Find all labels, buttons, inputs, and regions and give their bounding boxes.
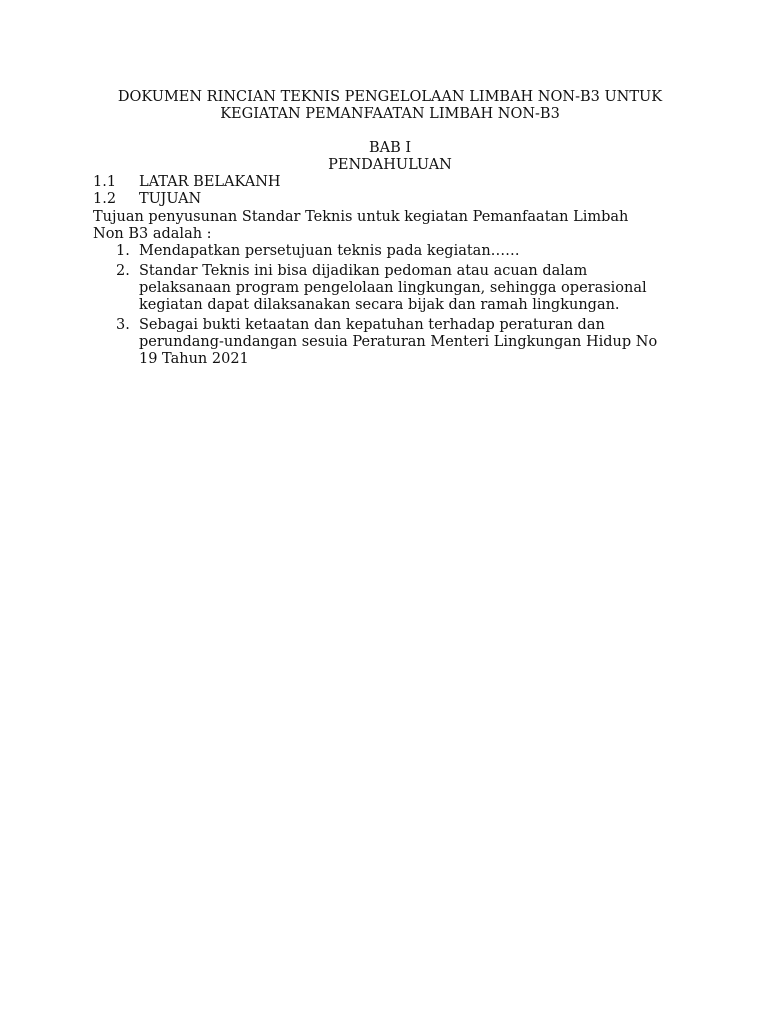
section-number: 1.2: [93, 191, 117, 207]
chapter-title: PENDAHULUAN: [328, 157, 452, 173]
section-heading-1-1: [93, 174, 281, 191]
intro-line: Non B3 adalah :: [93, 226, 212, 242]
list-item-line: pelaksanaan program pengelolaan lingkungan, sehingga operasional: [139, 280, 647, 296]
chapter-number: BAB I: [368, 140, 412, 156]
intro-paragraph: [93, 209, 693, 243]
section-number: 1.1: [93, 174, 117, 190]
list-item-number: 3.: [116, 317, 130, 333]
section-label: TUJUAN: [139, 191, 202, 207]
list-item-number: 2.: [116, 263, 130, 279]
list-item-line: kegiatan dapat dilaksanakan secara bijak dan ramah lingkungan.: [139, 297, 620, 313]
section-label: LATAR BELAKANH: [139, 174, 281, 190]
document-title-line-2: KEGIATAN PEMANFAATAN LIMBAH NON-B3: [220, 106, 560, 122]
chapter-heading: [60, 140, 720, 174]
objectives-list: [93, 243, 693, 368]
list-item: [93, 243, 693, 260]
list-item-line: Standar Teknis ini bisa dijadikan pedoman atau acuan dalam: [139, 263, 588, 279]
list-item-line: 19 Tahun 2021: [139, 351, 249, 367]
document-title-line-1: DOKUMEN RINCIAN TEKNIS PENGELOLAAN LIMBAH NON-B3 UNTUK: [117, 89, 663, 105]
list-item: [93, 263, 693, 314]
list-item-line: Mendapatkan persetujuan teknis pada kegiatan……: [139, 243, 520, 259]
section-heading-1-2: [93, 191, 201, 208]
list-item-line: Sebagai bukti ketaatan dan kepatuhan terhadap peraturan dan: [139, 317, 605, 333]
list-item-number: 1.: [116, 243, 130, 259]
list-item: [93, 317, 693, 368]
intro-line: Tujuan penyusunan Standar Teknis untuk kegiatan Pemanfaatan Limbah: [93, 209, 629, 225]
document-title: [60, 89, 720, 123]
list-item-line: perundang-undangan sesuia Peraturan Menteri Lingkungan Hidup No: [139, 334, 658, 350]
